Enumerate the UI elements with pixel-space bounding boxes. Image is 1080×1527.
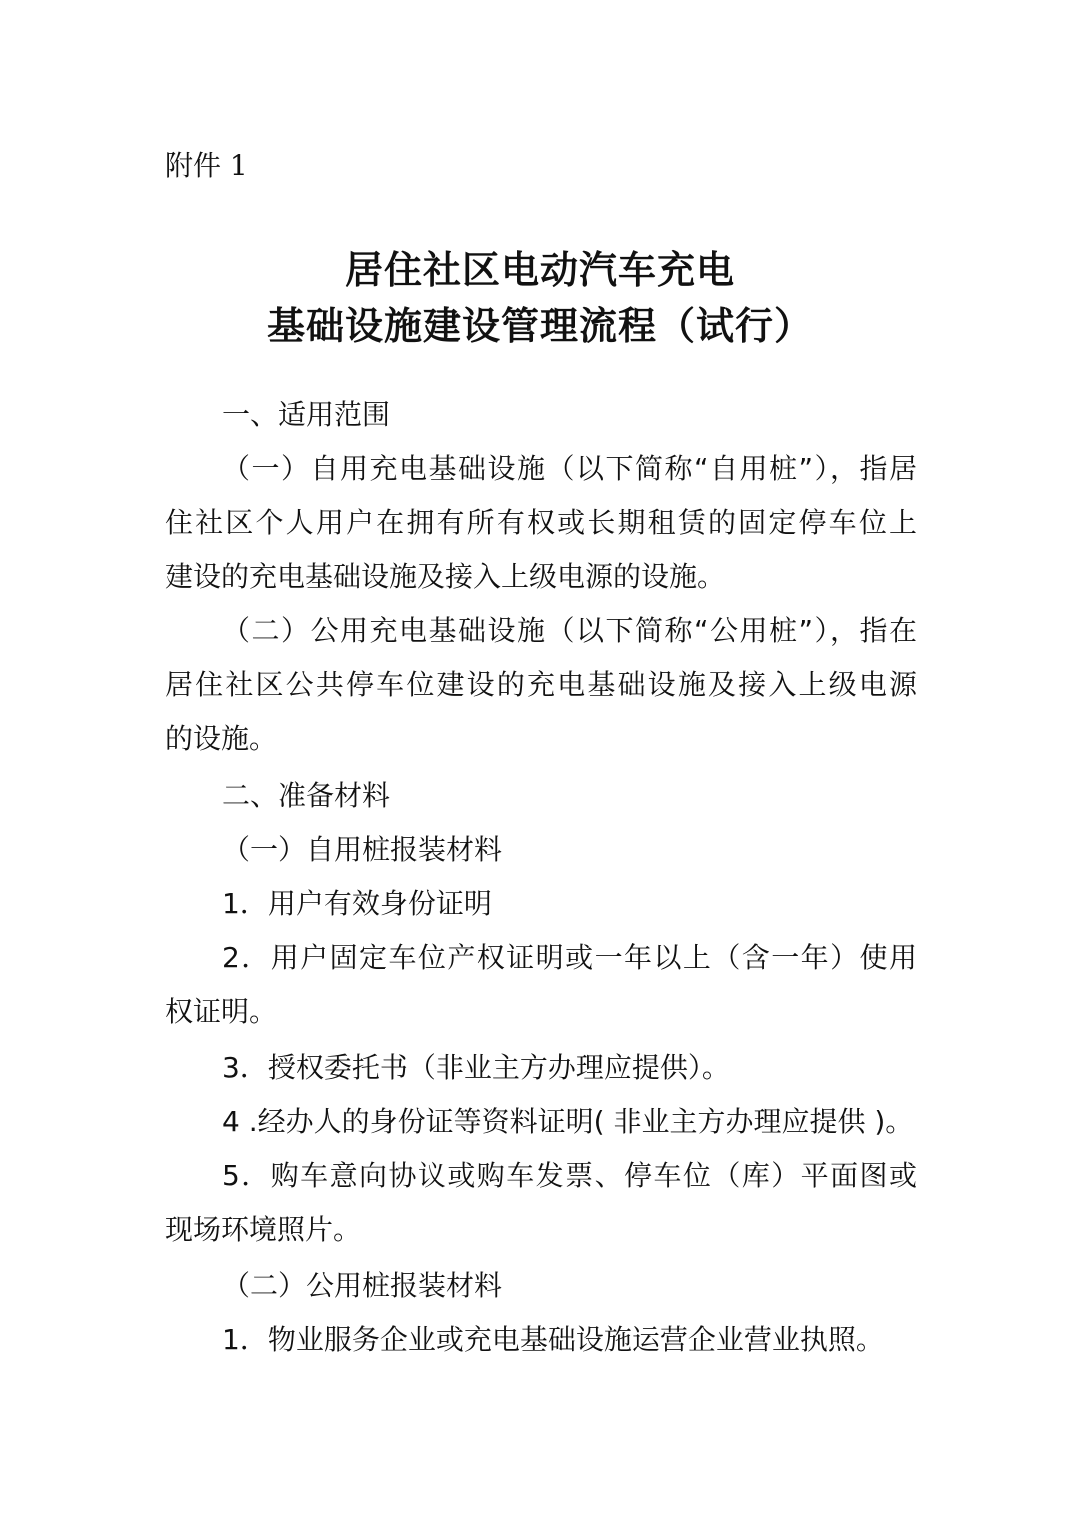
list-item: 2．用户固定车位产权证明或一年以上（含一年）使用 bbox=[222, 941, 917, 974]
paragraph-line: 建设的充电基础设施及接入上级电源的设施。 bbox=[165, 560, 726, 593]
document-title-line-1: 居住社区电动汽车充电 bbox=[344, 247, 735, 292]
subsection-heading: （一）自用桩报装材料 bbox=[222, 833, 503, 866]
list-item: 5．购车意向协议或购车发票、停车位（库）平面图或 bbox=[222, 1159, 917, 1192]
list-item-continuation: 权证明。 bbox=[165, 995, 278, 1028]
section-heading-materials: 二、准备材料 bbox=[222, 779, 391, 812]
list-item: 3．授权委托书（非业主方办理应提供）。 bbox=[222, 1051, 730, 1084]
paragraph-line: 的设施。 bbox=[165, 722, 278, 755]
list-item: 1．物业服务企业或充电基础设施运营企业营业执照。 bbox=[222, 1323, 884, 1356]
subsection-heading: （二）公用桩报装材料 bbox=[222, 1269, 503, 1302]
section-heading-scope: 一、适用范围 bbox=[222, 398, 391, 431]
paragraph-line: 居住社区公共停车位建设的充电基础设施及接入上级电源 bbox=[165, 668, 917, 701]
list-item: 4 .经办人的身份证等资料证明( 非业主方办理应提供 )。 bbox=[222, 1105, 914, 1138]
paragraph-line: （二）公用充电基础设施（以下简称“公用桩”），指在 bbox=[222, 614, 917, 647]
document-title-line-2: 基础设施建设管理流程（试行） bbox=[266, 303, 813, 348]
attachment-label: 附件 1 bbox=[165, 149, 248, 182]
paragraph-line: （一）自用充电基础设施（以下简称“自用桩”），指居 bbox=[222, 452, 917, 485]
list-item-continuation: 现场环境照片。 bbox=[165, 1213, 362, 1246]
paragraph-line: 住社区个人用户在拥有所有权或长期租赁的固定停车位上 bbox=[165, 506, 917, 539]
list-item: 1．用户有效身份证明 bbox=[222, 887, 492, 920]
